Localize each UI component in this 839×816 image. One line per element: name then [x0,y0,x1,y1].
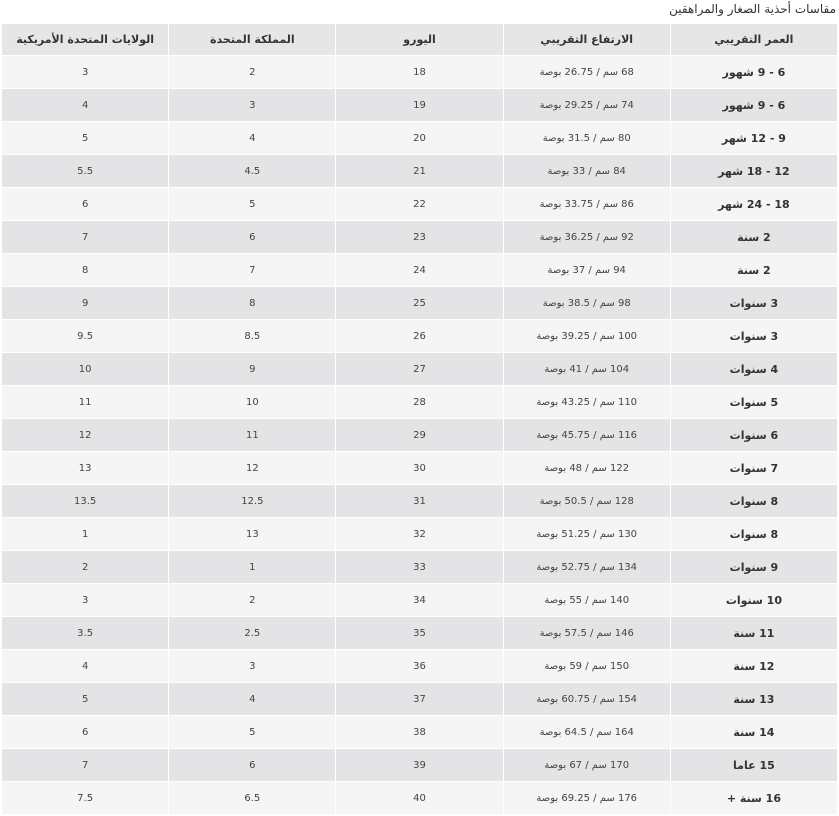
euro-cell: 19 [335,89,502,122]
uk-cell: 6 [168,749,335,782]
uk-cell: 6 [168,221,335,254]
table-row [1,683,837,716]
euro-cell: 30 [335,452,502,485]
uk-cell: 5 [168,716,335,749]
height-cell: 154 سم / 60.75 بوصة [503,683,670,716]
age-cell: 4 سنوات [670,353,837,386]
table-row [1,56,837,89]
euro-cell: 40 [335,782,502,815]
uk-cell: 3 [168,89,335,122]
header-euro: اليورو [335,24,502,56]
uk-cell: 8.5 [168,320,335,353]
us-cell: 12 [1,419,168,452]
table-row [1,122,837,155]
uk-cell: 4 [168,122,335,155]
us-cell: 7.5 [1,782,168,815]
table-row [1,419,837,452]
euro-cell: 29 [335,419,502,452]
header-approx-height: الارتفاع التقريبي [503,24,670,56]
us-cell: 4 [1,89,168,122]
us-cell: 6 [1,716,168,749]
height-cell: 100 سم / 39.25 بوصة [503,320,670,353]
height-cell: 94 سم / 37 بوصة [503,254,670,287]
euro-cell: 39 [335,749,502,782]
us-cell: 13.5 [1,485,168,518]
age-cell: 6 - 9 شهور [670,56,837,89]
uk-cell: 2.5 [168,617,335,650]
table-row [1,89,837,122]
header-uk: المملكة المتحدة [168,24,335,56]
table-body [1,56,837,815]
euro-cell: 33 [335,551,502,584]
age-cell: 12 سنة [670,650,837,683]
height-cell: 164 سم / 64.5 بوصة [503,716,670,749]
age-cell: 10 سنوات [670,584,837,617]
us-cell: 3 [1,584,168,617]
us-cell: 7 [1,749,168,782]
height-cell: 134 سم / 52.75 بوصة [503,551,670,584]
table-row [1,551,837,584]
age-cell: 12 - 18 شهر [670,155,837,188]
age-cell: 11 سنة [670,617,837,650]
euro-cell: 35 [335,617,502,650]
euro-cell: 34 [335,584,502,617]
table-row [1,782,837,815]
height-cell: 98 سم / 38.5 بوصة [503,287,670,320]
uk-cell: 3 [168,650,335,683]
us-cell: 8 [1,254,168,287]
age-cell: 2 سنة [670,221,837,254]
table-row [1,452,837,485]
table-row [1,617,837,650]
height-cell: 116 سم / 45.75 بوصة [503,419,670,452]
us-cell: 7 [1,221,168,254]
uk-cell: 4 [168,683,335,716]
uk-cell: 2 [168,584,335,617]
age-cell: 13 سنة [670,683,837,716]
euro-cell: 20 [335,122,502,155]
height-cell: 110 سم / 43.25 بوصة [503,386,670,419]
age-cell: 6 - 9 شهور [670,89,837,122]
height-cell: 140 سم / 55 بوصة [503,584,670,617]
age-cell: 9 - 12 شهر [670,122,837,155]
table-row [1,749,837,782]
us-cell: 10 [1,353,168,386]
height-cell: 68 سم / 26.75 بوصة [503,56,670,89]
euro-cell: 31 [335,485,502,518]
age-cell: 8 سنوات [670,518,837,551]
height-cell: 130 سم / 51.25 بوصة [503,518,670,551]
table-row [1,320,837,353]
table-row [1,254,837,287]
height-cell: 146 سم / 57.5 بوصة [503,617,670,650]
age-cell: 3 سنوات [670,287,837,320]
table-row [1,584,837,617]
us-cell: 2 [1,551,168,584]
age-cell: 9 سنوات [670,551,837,584]
uk-cell: 6.5 [168,782,335,815]
euro-cell: 32 [335,518,502,551]
uk-cell: 9 [168,353,335,386]
uk-cell: 11 [168,419,335,452]
us-cell: 9 [1,287,168,320]
age-cell: 16 سنة + [670,782,837,815]
uk-cell: 12 [168,452,335,485]
height-cell: 150 سم / 59 بوصة [503,650,670,683]
table-row [1,518,837,551]
height-cell: 122 سم / 48 بوصة [503,452,670,485]
table-row [1,650,837,683]
euro-cell: 23 [335,221,502,254]
age-cell: 15 عاما [670,749,837,782]
euro-cell: 36 [335,650,502,683]
age-cell: 18 - 24 شهر [670,188,837,221]
euro-cell: 24 [335,254,502,287]
euro-cell: 37 [335,683,502,716]
table-header-row [1,24,837,56]
height-cell: 84 سم / 33 بوصة [503,155,670,188]
table-row [1,155,837,188]
height-cell: 104 سم / 41 بوصة [503,353,670,386]
height-cell: 80 سم / 31.5 بوصة [503,122,670,155]
table-row [1,353,837,386]
height-cell: 170 سم / 67 بوصة [503,749,670,782]
height-cell: 86 سم / 33.75 بوصة [503,188,670,221]
uk-cell: 13 [168,518,335,551]
us-cell: 9.5 [1,320,168,353]
header-approx-age: العمر التقريبي [670,24,837,56]
table-row [1,287,837,320]
us-cell: 4 [1,650,168,683]
table-row [1,221,837,254]
age-cell: 5 سنوات [670,386,837,419]
uk-cell: 8 [168,287,335,320]
age-cell: 6 سنوات [670,419,837,452]
euro-cell: 25 [335,287,502,320]
uk-cell: 4.5 [168,155,335,188]
uk-cell: 2 [168,56,335,89]
age-cell: 2 سنة [670,254,837,287]
table-row [1,188,837,221]
euro-cell: 27 [335,353,502,386]
us-cell: 1 [1,518,168,551]
uk-cell: 1 [168,551,335,584]
shoe-size-table [1,24,837,815]
uk-cell: 12.5 [168,485,335,518]
uk-cell: 7 [168,254,335,287]
us-cell: 5 [1,683,168,716]
euro-cell: 18 [335,56,502,89]
age-cell: 3 سنوات [670,320,837,353]
age-cell: 7 سنوات [670,452,837,485]
uk-cell: 10 [168,386,335,419]
height-cell: 92 سم / 36.25 بوصة [503,221,670,254]
page-title: مقاسات أحذية الصغار والمراهقين [669,2,836,16]
header-usa: الولايات المتحدة الأمريكية [1,24,168,56]
us-cell: 5 [1,122,168,155]
euro-cell: 38 [335,716,502,749]
table-row [1,485,837,518]
euro-cell: 26 [335,320,502,353]
euro-cell: 21 [335,155,502,188]
height-cell: 74 سم / 29.25 بوصة [503,89,670,122]
table-row [1,386,837,419]
us-cell: 3 [1,56,168,89]
height-cell: 128 سم / 50.5 بوصة [503,485,670,518]
us-cell: 5.5 [1,155,168,188]
us-cell: 11 [1,386,168,419]
us-cell: 3.5 [1,617,168,650]
us-cell: 6 [1,188,168,221]
uk-cell: 5 [168,188,335,221]
us-cell: 13 [1,452,168,485]
table-row [1,716,837,749]
age-cell: 8 سنوات [670,485,837,518]
euro-cell: 22 [335,188,502,221]
euro-cell: 28 [335,386,502,419]
age-cell: 14 سنة [670,716,837,749]
height-cell: 176 سم / 69.25 بوصة [503,782,670,815]
